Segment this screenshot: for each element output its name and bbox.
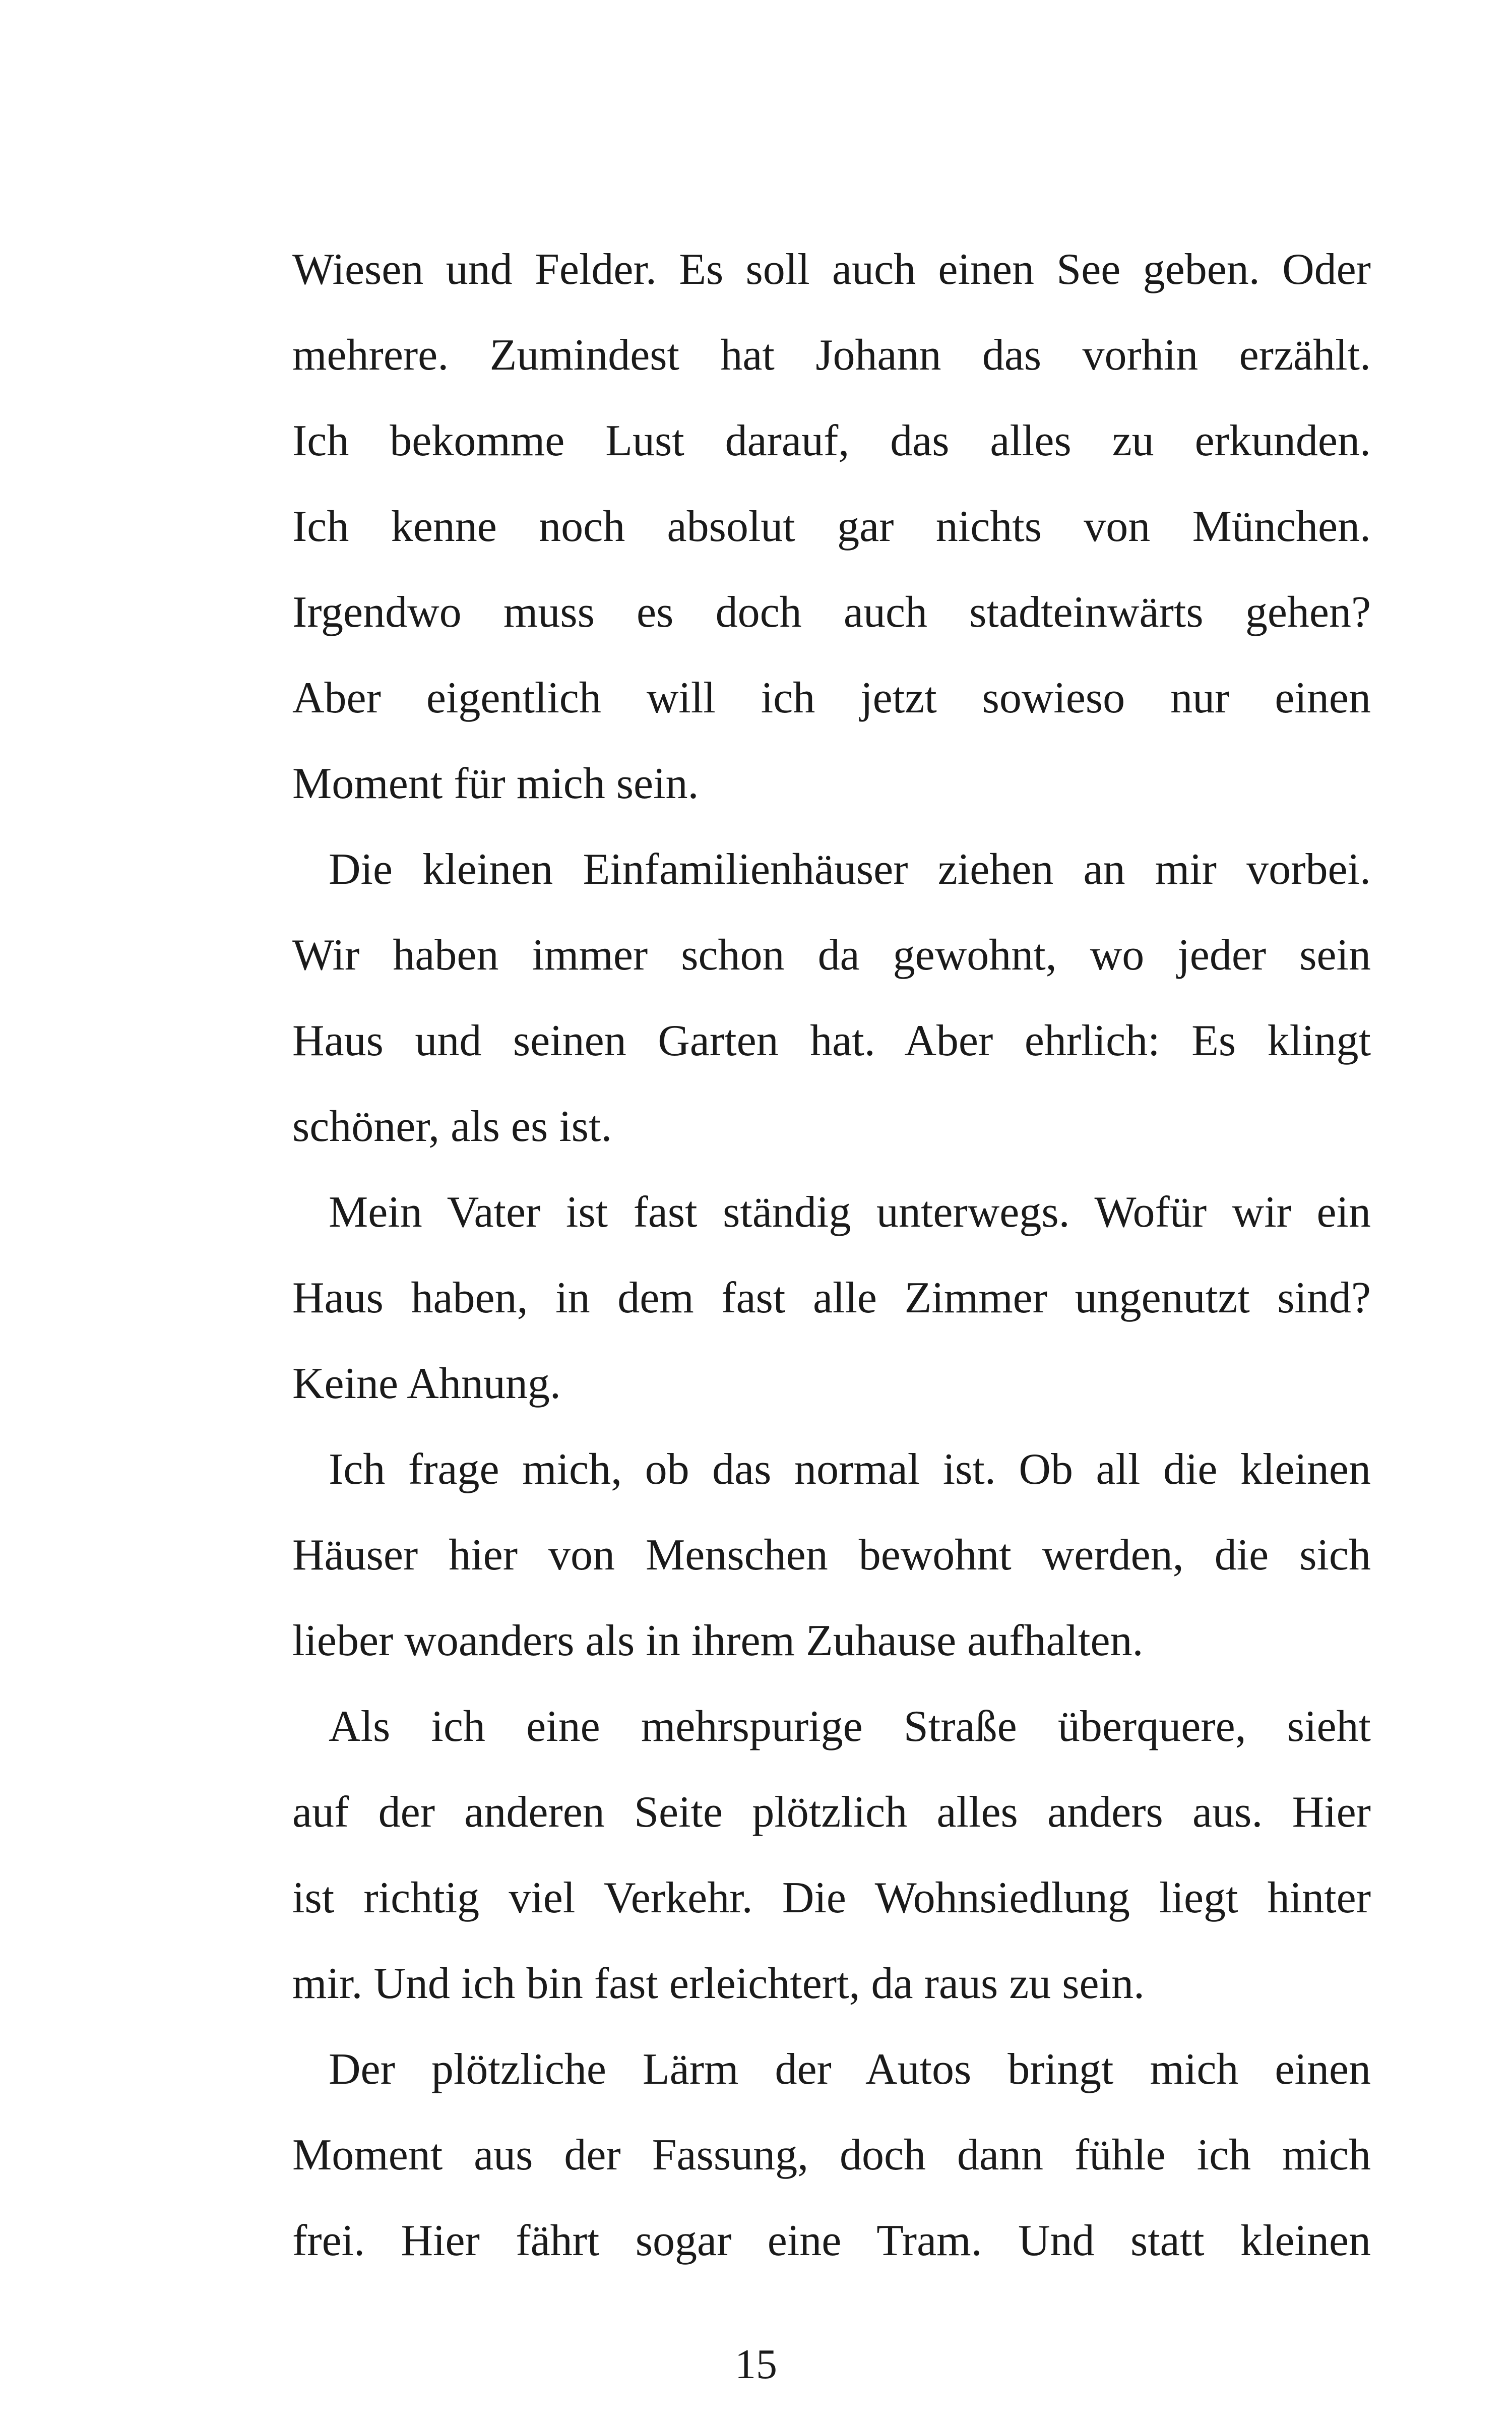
text-line: Häuser hier von Menschen bewohnt werden, die sich (292, 1531, 1371, 1580)
text-line: Moment aus der Fassung, doch dann fühle ich mich (292, 2131, 1371, 2180)
text-line: Haus und seinen Garten hat. Aber ehrlich: Es klingt (292, 1016, 1371, 1065)
text-line: auf der anderen Seite plötzlich alles anders aus. Hier (292, 1788, 1371, 1837)
text-line: Wir haben immer schon da gewohnt, wo jeder sein (292, 931, 1371, 980)
text-line: Der plötzliche Lärm der Autos bringt mich einen (329, 2045, 1371, 2094)
text-line: lieber woanders als in ihrem Zuhause aufhalten. (292, 1616, 1144, 1665)
text-line: schöner, als es ist. (292, 1102, 612, 1151)
text-line: Haus haben, in dem fast alle Zimmer ungenutzt sind? (292, 1274, 1371, 1322)
text-line: Irgendwo muss es doch auch stadteinwärts gehen? (292, 588, 1371, 637)
text-line: frei. Hier fährt sogar eine Tram. Und statt kleinen (292, 2216, 1371, 2265)
text-line: Keine Ahnung. (292, 1359, 561, 1408)
text-line: ist richtig viel Verkehr. Die Wohnsiedlung liegt hinter (292, 1873, 1371, 1922)
text-line: Wiesen und Felder. Es soll auch einen See geben. Oder (292, 245, 1371, 294)
text-line: Moment für mich sein. (292, 759, 699, 808)
text-line: Ich frage mich, ob das normal ist. Ob all die kleinen (329, 1445, 1371, 1494)
body-text (292, 227, 1371, 2284)
text-line: Die kleinen Einfamilienhäuser ziehen an mir vorbei. (329, 845, 1371, 894)
text-line: Aber eigentlich will ich jetzt sowieso nur einen (292, 674, 1371, 722)
text-line: Als ich eine mehrspurige Straße überquere, sieht (329, 1702, 1371, 1751)
text-line: mehrere. Zumindest hat Johann das vorhin erzählt. (292, 331, 1371, 380)
text-line: Mein Vater ist fast ständig unterwegs. Wofür wir ein (329, 1188, 1371, 1237)
text-line: Ich kenne noch absolut gar nichts von München. (292, 502, 1371, 551)
page-number: 15 (735, 2341, 777, 2388)
text-line: mir. Und ich bin fast erleichtert, da raus zu sein. (292, 1959, 1145, 2008)
text-line: Ich bekomme Lust darauf, das alles zu erkunden. (292, 416, 1371, 465)
